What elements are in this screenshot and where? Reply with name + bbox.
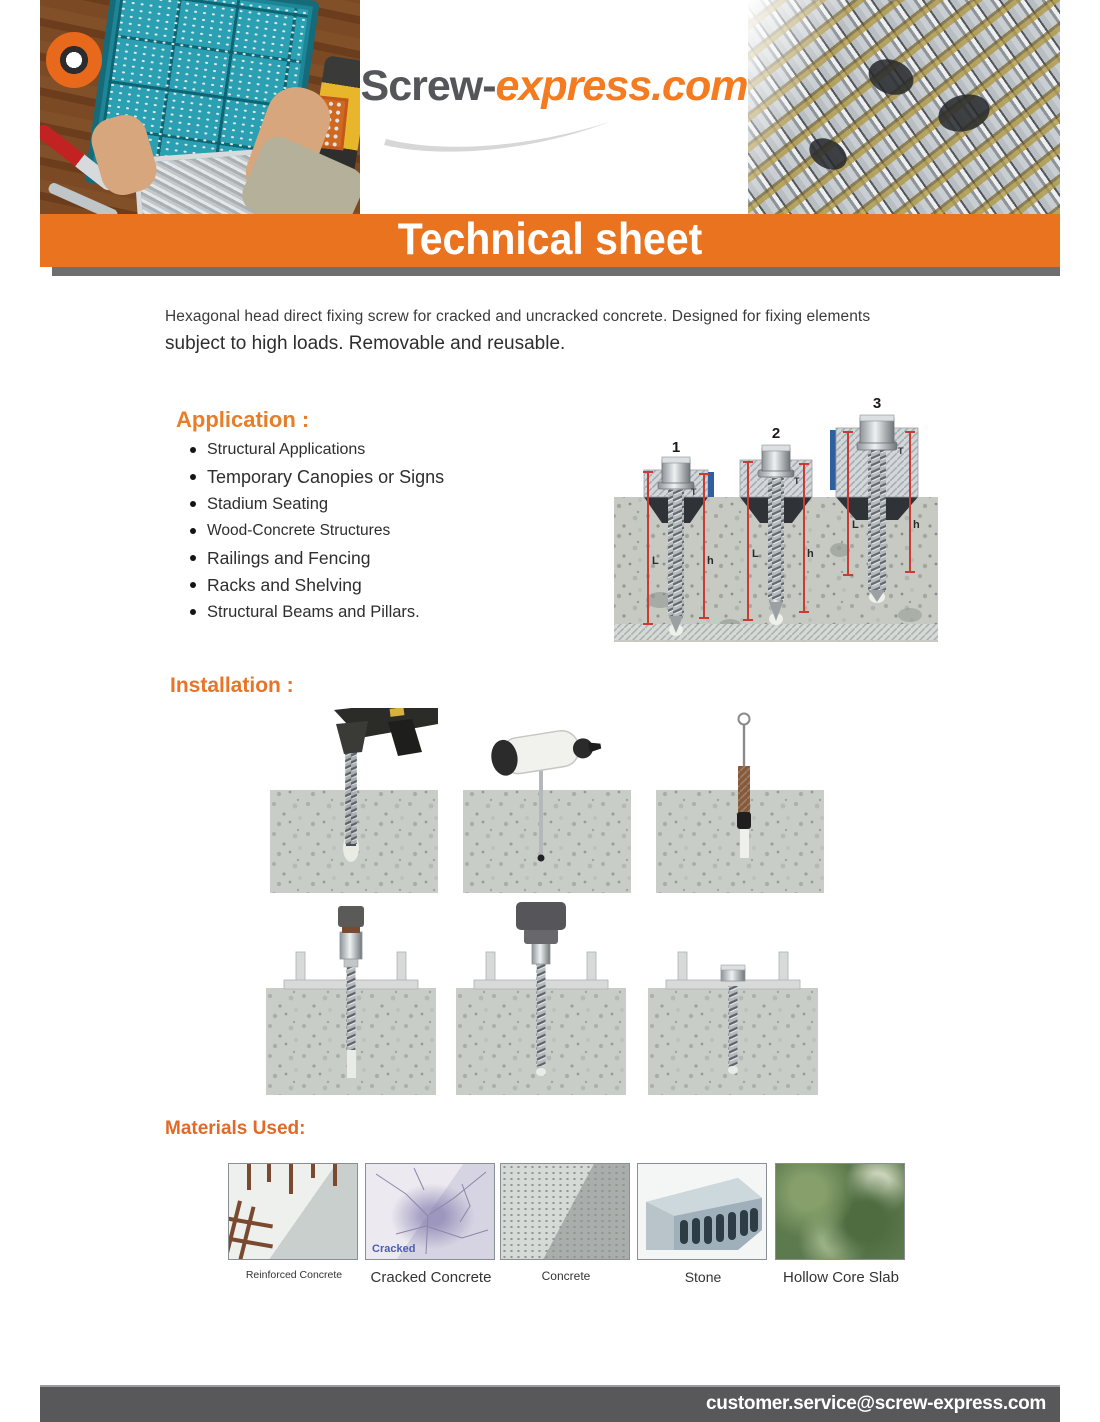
- header: [40, 0, 1060, 214]
- description-line-2: subject to high loads. Removable and reusable.: [165, 333, 566, 354]
- screw-insert-illustration: [266, 900, 436, 1095]
- screw-seated-illustration: [648, 900, 818, 1095]
- application-item: Structural Beams and Pillars.: [188, 603, 444, 621]
- reinforced-concrete-image: [228, 1163, 358, 1260]
- banner-shadow-bar: [52, 267, 1060, 276]
- svg-text:2: 2: [771, 425, 781, 442]
- screw-embedment-diagram: [610, 390, 942, 665]
- application-item: Racks and Shelving: [188, 576, 444, 594]
- application-heading: Application :: [176, 407, 310, 432]
- svg-text:T: T: [794, 476, 800, 486]
- svg-text:L: L: [652, 555, 659, 567]
- material-label: Hollow Core Slab: [783, 1269, 899, 1286]
- material-cracked-concrete: [365, 1163, 497, 1286]
- screws-pile-photo: [748, 0, 1060, 214]
- page-title: Technical sheet: [397, 214, 703, 264]
- material-label: Concrete: [541, 1269, 591, 1283]
- title-banner: [40, 214, 1060, 267]
- application-list: [188, 441, 444, 630]
- svg-text:h: h: [707, 555, 714, 567]
- install-step-drive-screw: [456, 900, 626, 1100]
- blowout-pump-illustration: [463, 708, 631, 893]
- concrete-image: [500, 1163, 630, 1260]
- brush-illustration: [656, 708, 824, 893]
- product-description: [165, 308, 870, 355]
- svg-text:T: T: [898, 446, 904, 456]
- svg-text:L: L: [852, 519, 859, 531]
- tape-measure: [46, 32, 102, 88]
- application-item: Railings and Fencing: [188, 549, 444, 567]
- contact-email: customer.service@screw-express.com: [706, 1393, 1046, 1414]
- svg-text:1: 1: [671, 439, 681, 456]
- cracked-overlay-label: Cracked: [372, 1243, 416, 1255]
- material-hollow-core-slab: [775, 1163, 907, 1286]
- materials-heading: Materials Used:: [165, 1118, 306, 1139]
- application-item: Stadium Seating: [188, 495, 444, 513]
- svg-text:L: L: [752, 548, 759, 560]
- screw-drive-illustration: [456, 900, 626, 1095]
- hollow-core-slab-image: [775, 1163, 905, 1260]
- svg-text:T: T: [691, 487, 697, 497]
- install-step-position-screw: [266, 900, 436, 1100]
- installation-heading: Installation :: [170, 674, 294, 697]
- brand-logo: [361, 62, 748, 111]
- material-label: Reinforced Concrete: [245, 1269, 343, 1281]
- material-label: Stone: [684, 1269, 722, 1285]
- workbench-photo: [40, 0, 360, 214]
- svg-text:h: h: [913, 519, 920, 531]
- install-step-brush: [656, 708, 824, 898]
- material-reinforced-concrete: [228, 1163, 360, 1281]
- install-step-drill: [270, 708, 438, 898]
- material-label: Cracked Concrete: [370, 1269, 492, 1286]
- drill-illustration: [270, 708, 438, 893]
- application-item: Wood-Concrete Structures: [188, 522, 444, 540]
- install-step-seated: [648, 900, 818, 1100]
- application-item: Temporary Canopies or Signs: [188, 468, 444, 486]
- logo-text-gray: Screw-: [360, 61, 496, 110]
- svg-text:h: h: [807, 548, 814, 560]
- stone-image: [637, 1163, 767, 1260]
- logo-area: [360, 0, 748, 214]
- material-concrete: [500, 1163, 632, 1283]
- cracked-concrete-image: [365, 1163, 495, 1260]
- install-step-blow-out: [463, 708, 631, 898]
- footer-bar: [40, 1385, 1060, 1422]
- svg-text:3: 3: [872, 395, 882, 412]
- description-line-1: Hexagonal head direct fixing screw for cracked and uncracked concrete. Designed for fixing elements: [165, 308, 871, 325]
- logo-swoosh: [374, 111, 624, 153]
- application-item: Structural Applications: [188, 441, 444, 459]
- material-stone: [637, 1163, 769, 1285]
- logo-text-orange: express.com: [495, 61, 748, 110]
